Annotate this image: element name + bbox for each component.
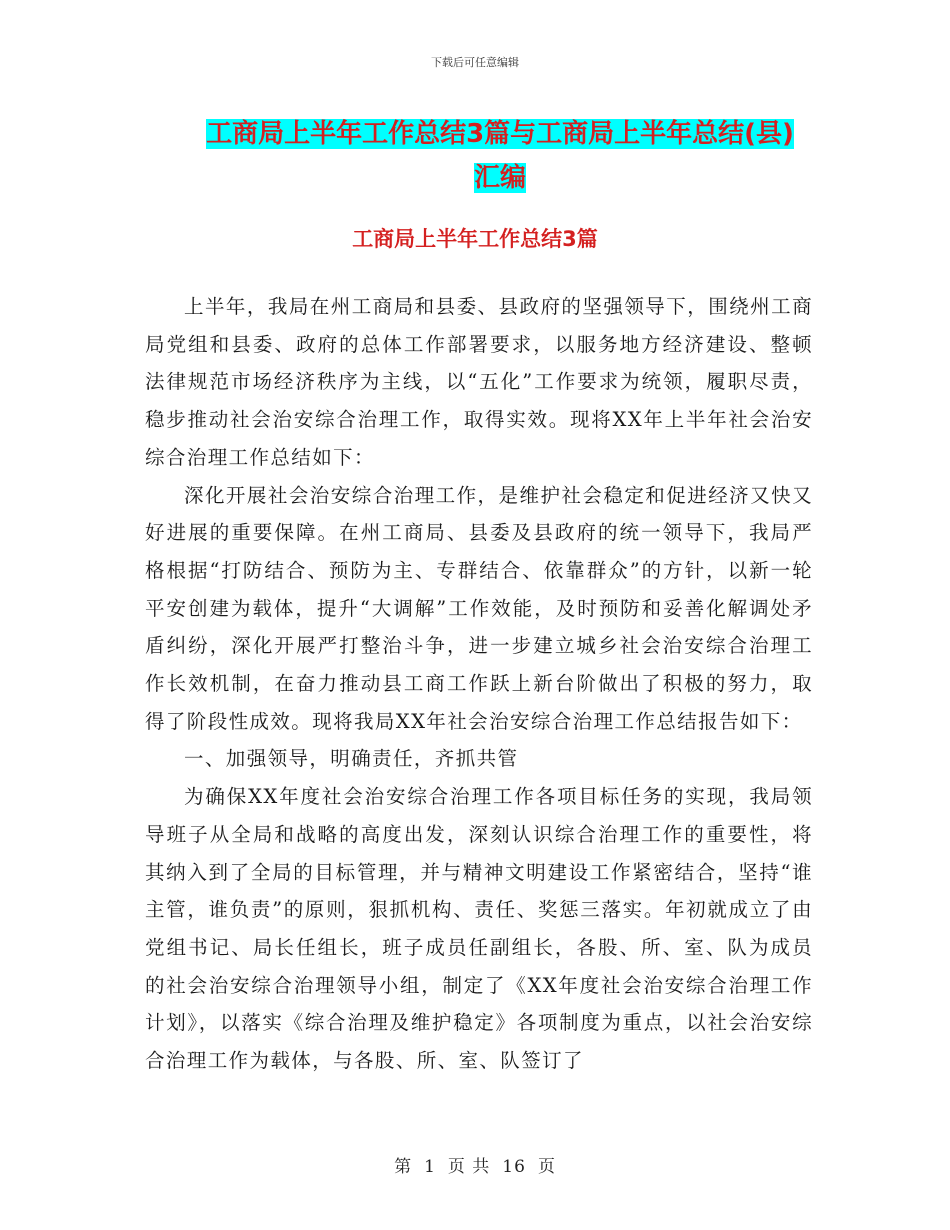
section-heading-1: 一、加强领导，明确责任，齐抓共管 [184, 747, 519, 771]
document-title [190, 112, 810, 200]
footer-suffix: 页 [537, 1157, 556, 1177]
paragraph-background: 深化开展社会治安综合治理工作，是维护社会稳定和促进经济又快又好进展的重要保障。在州工商局、县委及县政府的统一领导下，我局严格根据“打防结合、预防为主、专群结合、依靠群众”的方针，以新一轮平安创建为载体，提升“大调解”工作效能，及时预防和妥善化解调处矛盾纠纷，深化开展严打整治斗争，进一步建立城乡社会治安综合治理工作长效机制，在奋力推动县工商工作跃上新台阶做出了积极的努力，取得了阶段性成效。现将我局XX年社会治安综合治理工作总结报告如下： [145, 483, 813, 733]
footer-middle: 页 共 [447, 1157, 491, 1177]
footer-prefix: 第 [394, 1157, 413, 1177]
footer-total-pages: 16 [502, 1157, 526, 1177]
paragraph-intro: 上半年，我局在州工商局和县委、县政府的坚强领导下，围绕州工商局党组和县委、政府的总体工作部署要求，以服务地方经济建设、整顿法律规范市场经济秩序为主线，以“五化”工作要求为统领，履职尽责，稳步推动社会治安综合治理工作，取得实效。现将XX年上半年社会治安综合治理工作总结如下： [145, 295, 813, 469]
document-title-line-1: 工商局上半年工作总结3篇与工商局上半年总结(县) [206, 119, 794, 149]
paragraph-section-1: 为确保XX年度社会治安综合治理工作各项目标任务的实现，我局领导班子从全局和战略的高度出发，深刻认识综合治理工作的重要性，将其纳入到了全局的目标管理，并与精神文明建设工作紧密结合，坚持“谁主管，谁负责”的原则，狠抓机构、责任、奖惩三落实。年初就成立了由党组书记、局长任组长，班子成员任副组长，各股、所、室、队为成员的社会治安综合治理领导小组，制定了《XX年度社会治安综合治理工作计划》，以落实《综合治理及维护稳定》各项制度为重点，以社会治安综合治理工作为载体，与各股、所、室、队签订了 [145, 785, 813, 1073]
document-title-line-2: 汇编 [473, 163, 526, 193]
section-title: 工商局上半年工作总结3篇 [352, 227, 598, 251]
page-footer [0, 1152, 950, 1177]
footer-page-number: 1 [424, 1157, 436, 1177]
header-note: 下载后可任意编辑 [431, 56, 519, 69]
document-body [145, 288, 813, 1080]
